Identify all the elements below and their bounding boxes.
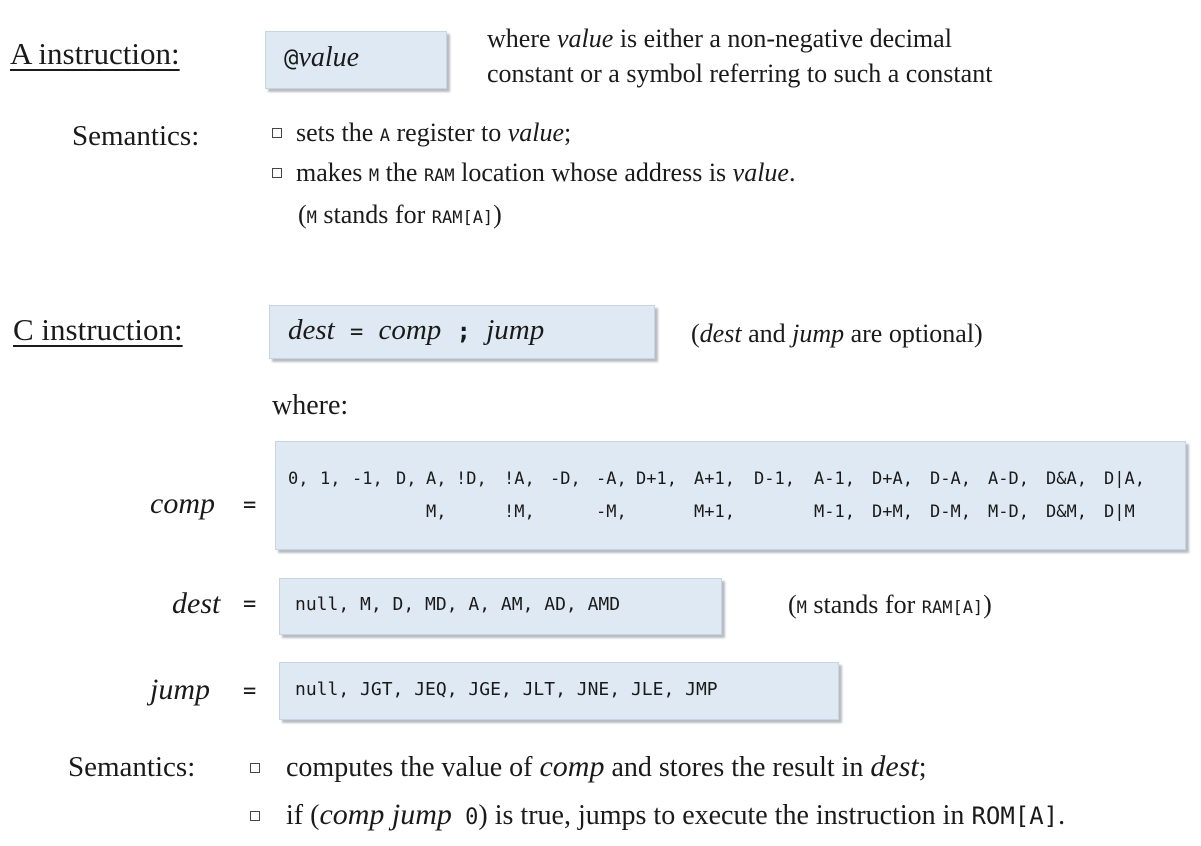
dest-token: dest — [288, 314, 335, 346]
semicolon-token: ; — [456, 317, 471, 345]
comp-row1-token-15: A-D, — [988, 469, 1029, 489]
a-desc-line2: constant or a symbol referring to such a constant — [487, 59, 993, 88]
c-semantics-label: Semantics: — [68, 751, 196, 783]
comp-row2-token-5: D+M, — [872, 502, 913, 522]
a-semantics-item-2: makes M the RAM location whose address is value. — [272, 158, 795, 188]
comp-row1-token-17: D|A, — [1104, 469, 1145, 489]
dest-label: dest — [172, 587, 221, 620]
comp-row2-token-6: D-M, — [930, 502, 971, 522]
comp-token: comp — [378, 314, 442, 346]
where-label: where: — [272, 390, 349, 421]
comp-row1-token-11: D-1, — [754, 469, 795, 489]
comp-row2-token-4: M-1, — [814, 502, 855, 522]
comp-row2-token-9: D|M — [1104, 502, 1135, 522]
comp-row2-token-1: !M, — [504, 502, 535, 522]
jump-values-box — [279, 662, 839, 720]
comp-row1-token-10: A+1, — [694, 469, 735, 489]
comp-row1-token-3: D, — [396, 469, 417, 489]
jump-values: null, JGT, JEQ, JGE, JLT, JNE, JLE, JMP — [295, 679, 718, 700]
comp-values-box — [275, 441, 1186, 550]
comp-row1-token-6: !A, — [504, 469, 535, 489]
comp-equals: = — [243, 493, 257, 518]
dest-note: (M stands for RAM[A]) — [788, 590, 992, 619]
comp-row1-token-4: A, — [426, 469, 447, 489]
a-desc-line1: where value is either a non-negative decimal — [487, 24, 952, 53]
dest-values: null, M, D, MD, A, AM, AD, AMD — [295, 594, 621, 615]
c-instruction-heading: C instruction: — [13, 312, 183, 347]
comp-row1-token-12: A-1, — [814, 469, 855, 489]
jump-label: jump — [150, 673, 210, 706]
comp-row1-token-13: D+A, — [872, 469, 913, 489]
bullet-icon — [272, 168, 282, 178]
comp-row1-token-9: D+1, — [636, 469, 677, 489]
comp-row2-token-0: M, — [426, 502, 447, 522]
comp-row2-token-7: M-D, — [988, 502, 1029, 522]
c-semantics-item-1: computes the value of comp and stores the result in dest; — [250, 750, 927, 784]
comp-row1-token-14: D-A, — [930, 469, 971, 489]
comp-row1-token-1: 1, — [320, 469, 341, 489]
equals-token: = — [349, 320, 364, 345]
bullet-icon — [250, 763, 260, 773]
comp-row2-token-8: D&M, — [1046, 502, 1087, 522]
a-semantics-label: Semantics: — [72, 120, 200, 152]
comp-row2-token-2: -M, — [596, 502, 627, 522]
comp-row1-token-2: -1, — [352, 469, 383, 489]
dest-values-box — [279, 578, 722, 635]
comp-row1-token-8: -A, — [596, 469, 627, 489]
a-instruction-heading: A instruction: — [10, 36, 180, 71]
value-token: value — [298, 42, 360, 73]
c-optional-note: (dest and jump are optional) — [691, 319, 983, 348]
comp-label: comp — [150, 487, 215, 520]
jump-equals: = — [243, 679, 257, 704]
bullet-icon — [272, 128, 282, 138]
c-semantics-item-2: if (comp jump 0) is true, jumps to execute the instruction in ROM[A]. — [250, 798, 1065, 832]
a-semantics-item-1: sets the A register to value; — [272, 118, 571, 148]
comp-row1-token-0: 0, — [288, 469, 309, 489]
at-sign: @ — [284, 44, 299, 72]
comp-row2-token-3: M+1, — [694, 502, 735, 522]
c-instruction-syntax-box — [269, 305, 655, 359]
comp-row1-token-5: !D, — [456, 469, 487, 489]
dest-equals: = — [243, 592, 257, 617]
comp-row1-token-7: -D, — [550, 469, 581, 489]
a-instruction-syntax-box — [265, 31, 447, 89]
jump-token: jump — [486, 314, 545, 346]
comp-row1-token-16: D&A, — [1046, 469, 1087, 489]
bullet-icon — [250, 811, 260, 821]
a-semantics-note: (M stands for RAM[A]) — [298, 200, 502, 229]
